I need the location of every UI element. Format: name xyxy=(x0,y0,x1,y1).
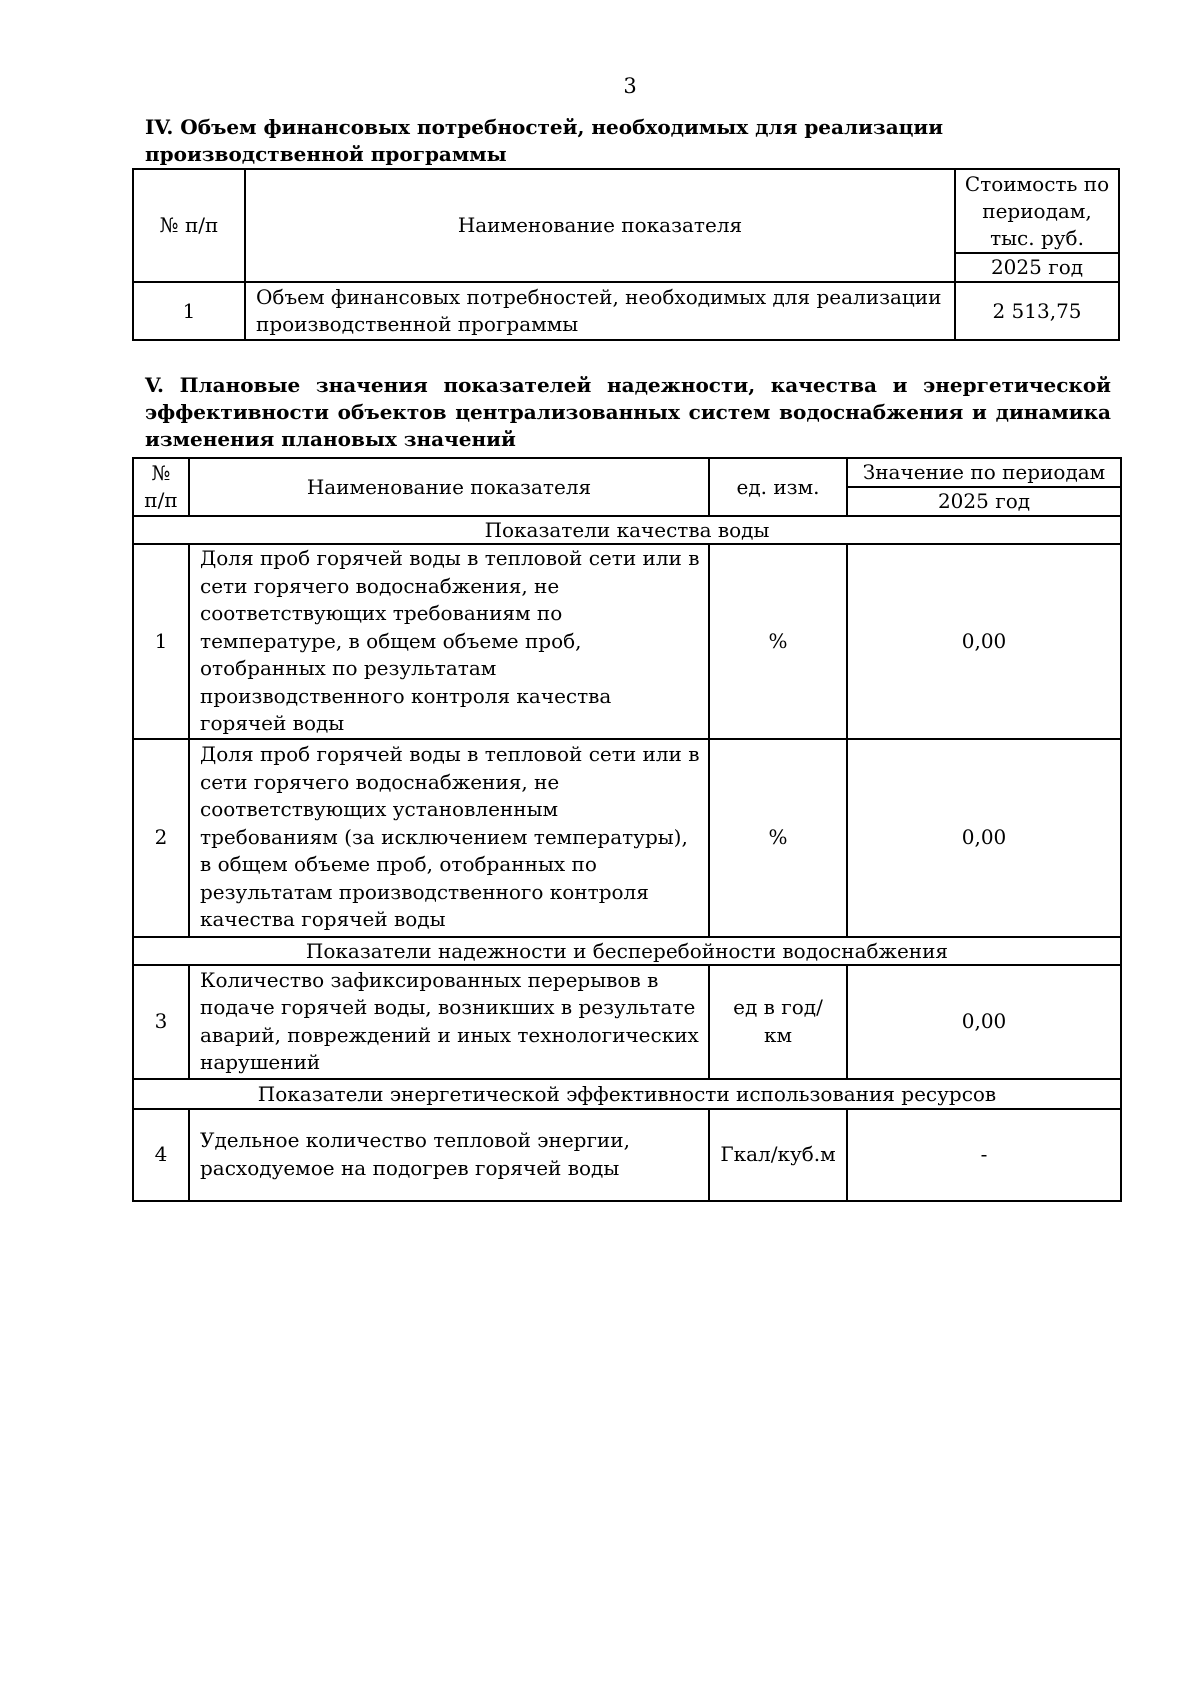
financial-needs-table xyxy=(132,168,1120,341)
row-value: - xyxy=(847,1109,1121,1201)
section-5-title-line: V. Плановые значения показателей надежности, качества и энергетической xyxy=(145,373,1111,397)
group-title: Показатели качества воды xyxy=(133,516,1121,544)
header-name: Наименование показателя xyxy=(189,458,709,516)
row-value: 2 513,75 xyxy=(955,282,1119,340)
row-num: 1 xyxy=(133,544,189,739)
section-5-title-line: эффективности объектов централизованных систем водоснабжения и динамика xyxy=(145,400,1111,424)
section-5-title xyxy=(145,372,1111,453)
row-num: 1 xyxy=(133,282,245,340)
row-unit: Гкал/куб.м xyxy=(709,1109,847,1201)
table-row xyxy=(133,739,1121,937)
row-name: Доля проб горячей воды в тепловой сети или в сети горячего водоснабжения, не соответствующих установленным требованиям (за исключением температуры), в общем объеме проб, отобранных по результатам производственного контроля качества горячей воды xyxy=(189,739,709,937)
header-values: Значение по периодам xyxy=(847,458,1121,487)
header-year: 2025 год xyxy=(847,487,1121,516)
row-num: 3 xyxy=(133,965,189,1079)
section-4-title: IV. Объем финансовых потребностей, необходимых для реализации производственной программы xyxy=(145,115,944,166)
row-unit: % xyxy=(709,544,847,739)
row-name: Количество зафиксированных перерывов в подаче горячей воды, возникших в результате аварий, повреждений и иных технологических нарушений xyxy=(189,965,709,1079)
row-unit: % xyxy=(709,739,847,937)
header-num: № п/п xyxy=(133,458,189,516)
row-value: 0,00 xyxy=(847,739,1121,937)
row-num: 4 xyxy=(133,1109,189,1201)
table-header-row xyxy=(133,169,1119,253)
page-number: 3 xyxy=(623,74,637,98)
table-row xyxy=(133,544,1121,739)
table-header-row xyxy=(133,458,1121,487)
section-5-title-line: изменения плановых значений xyxy=(145,427,516,451)
row-num: 2 xyxy=(133,739,189,937)
row-name: Удельное количество тепловой энергии, расходуемое на подогрев горячей воды xyxy=(189,1109,709,1201)
row-value: 0,00 xyxy=(847,965,1121,1079)
group-title: Показатели надежности и бесперебойности водоснабжения xyxy=(133,937,1121,965)
header-num: № п/п xyxy=(133,169,245,282)
header-cost: Стоимость по периодам, тыс. руб. xyxy=(955,169,1119,253)
row-name: Объем финансовых потребностей, необходимых для реализации производственной программы xyxy=(245,282,955,340)
table-row xyxy=(133,282,1119,340)
indicators-table xyxy=(132,457,1122,1202)
row-name: Доля проб горячей воды в тепловой сети или в сети горячего водоснабжения, не соответствующих требованиям по температуре, в общем объеме проб, отобранных по результатам производственного контроля качества горячей воды xyxy=(189,544,709,739)
header-unit: ед. изм. xyxy=(709,458,847,516)
group-title: Показатели энергетической эффективности использования ресурсов xyxy=(133,1079,1121,1109)
header-name: Наименование показателя xyxy=(245,169,955,282)
group-header-row xyxy=(133,516,1121,544)
table-row xyxy=(133,965,1121,1079)
header-year: 2025 год xyxy=(955,253,1119,282)
table-row xyxy=(133,1109,1121,1201)
row-value: 0,00 xyxy=(847,544,1121,739)
group-header-row xyxy=(133,937,1121,965)
group-header-row xyxy=(133,1079,1121,1109)
row-unit: ед в год/ км xyxy=(709,965,847,1079)
